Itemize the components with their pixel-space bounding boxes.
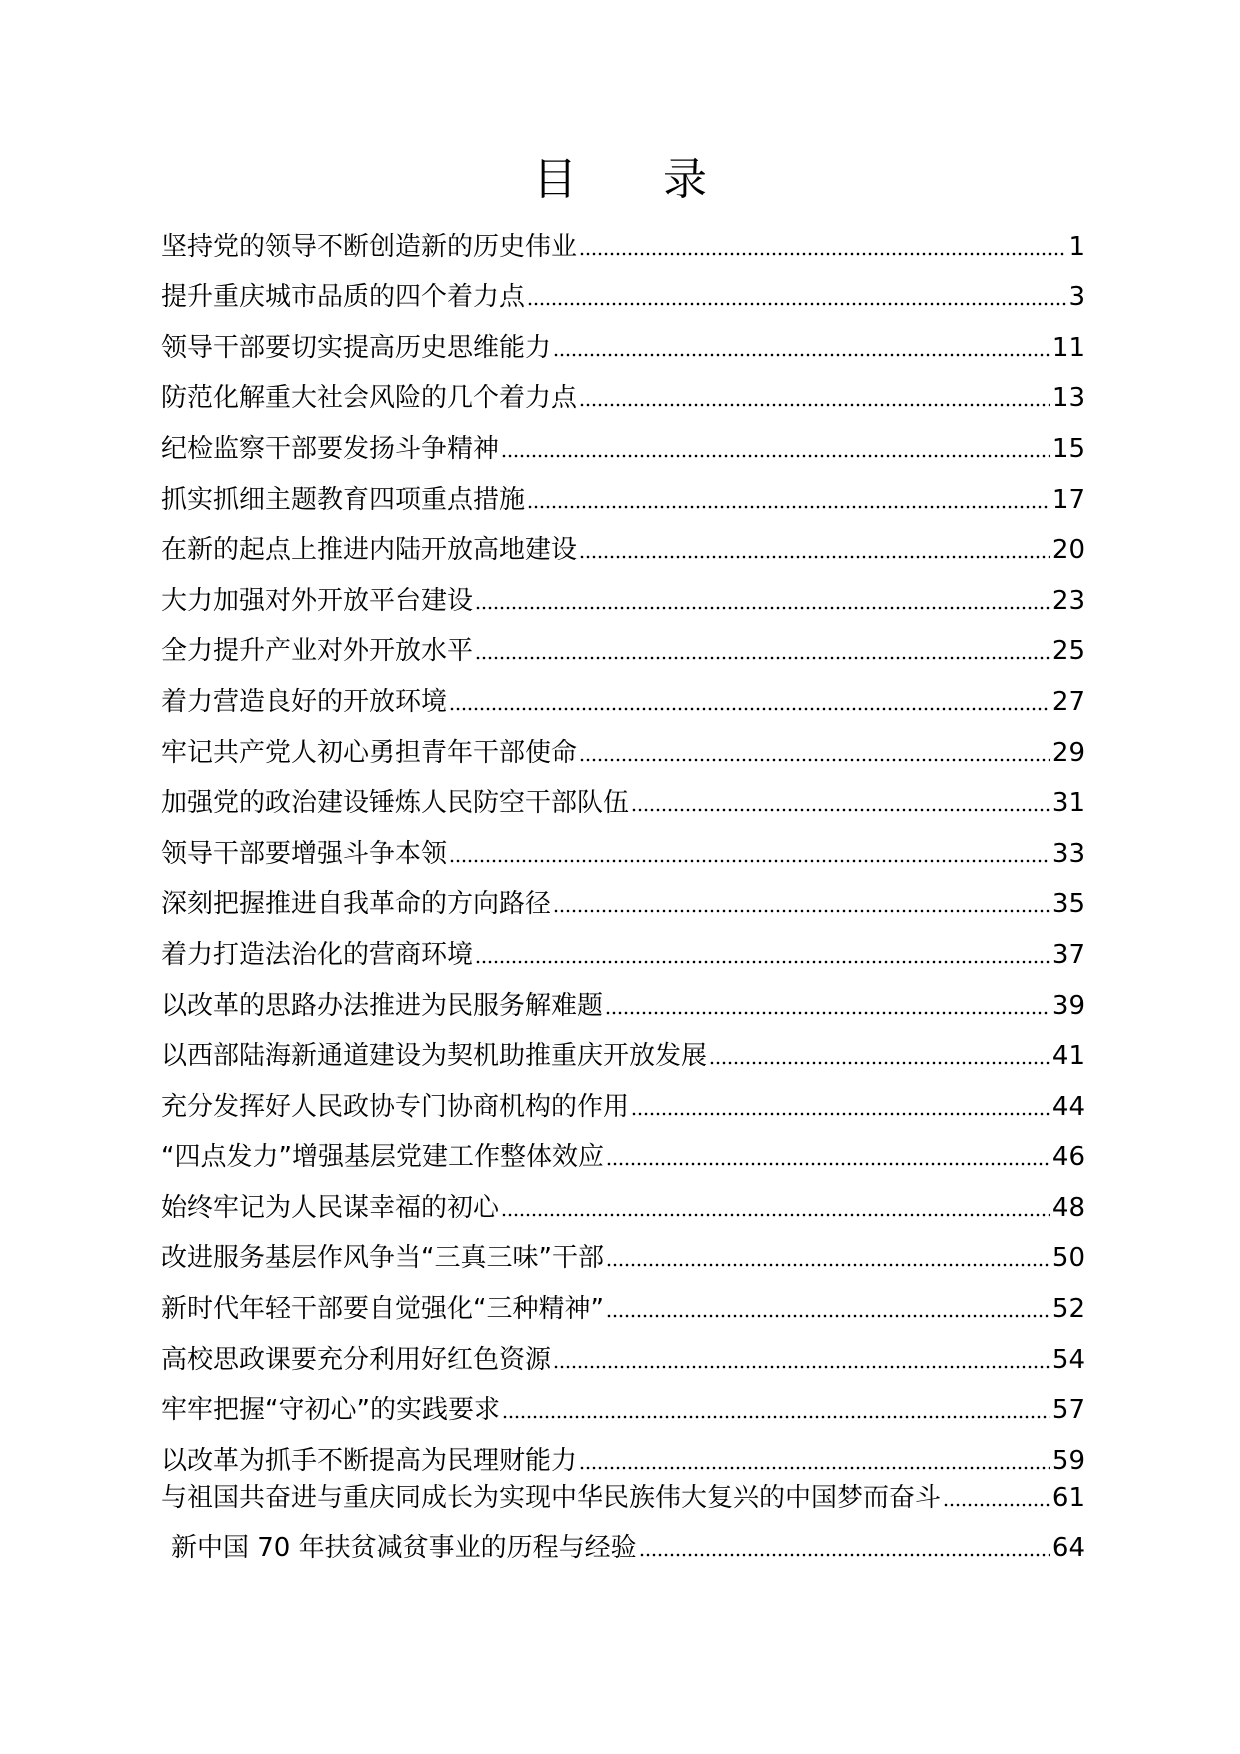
toc-dot-leader — [606, 1254, 1050, 1268]
toc-entry-page: 17 — [1050, 480, 1085, 520]
toc-dot-leader — [631, 799, 1050, 813]
toc-dot-leader — [579, 1457, 1050, 1471]
toc-entry-title: 全力提升产业对外开放水平 — [161, 631, 475, 671]
toc-entry-title: 纪检监察干部要发扬斗争精神 — [161, 429, 501, 469]
toc-dot-leader — [579, 243, 1066, 257]
toc-entry-page: 39 — [1050, 986, 1085, 1026]
toc-dot-leader — [709, 1052, 1050, 1066]
toc-entry-title: 始终牢记为人民谋幸福的初心 — [161, 1188, 501, 1228]
toc-entry[interactable] — [161, 1430, 1085, 1481]
toc-dot-leader — [553, 900, 1050, 914]
toc-entry-page: 59 — [1050, 1441, 1085, 1481]
toc-entry[interactable] — [161, 520, 1085, 571]
toc-dot-leader — [553, 1356, 1050, 1370]
toc-entry-title: 以改革为抓手不断提高为民理财能力 — [161, 1441, 579, 1481]
toc-entry-title: 大力加强对外开放平台建设 — [161, 581, 475, 621]
toc-entry-title: 牢记共产党人初心勇担青年干部使命 — [161, 733, 579, 773]
toc-dot-leader — [943, 1494, 1050, 1508]
toc-entry-page: 31 — [1050, 783, 1085, 823]
toc-entry-page: 35 — [1050, 884, 1085, 924]
toc-entry-title: 牢牢把握“守初心”的实践要求 — [161, 1390, 502, 1430]
toc-entry[interactable] — [161, 1481, 1085, 1518]
toc-dot-leader — [501, 445, 1050, 459]
toc-entry-title: 改进服务基层作风争当“三真三味”干部 — [161, 1238, 606, 1278]
toc-entry-page: 64 — [1050, 1528, 1085, 1568]
toc-entry-title: 防范化解重大社会风险的几个着力点 — [161, 378, 579, 418]
toc-entry-page: 57 — [1050, 1390, 1085, 1430]
toc-entry-title: 与祖国共奋进与重庆同成长为实现中华民族伟大复兴的中国梦而奋斗 — [161, 1481, 943, 1518]
toc-entry-page: 3 — [1066, 277, 1085, 317]
toc-entry-title: 坚持党的领导不断创造新的历史伟业 — [161, 227, 579, 267]
toc-entry[interactable] — [161, 267, 1085, 318]
toc-entry-title: 加强党的政治建设锤炼人民防空干部队伍 — [161, 783, 631, 823]
toc-entry[interactable] — [161, 1177, 1085, 1228]
toc-entry-title: 在新的起点上推进内陆开放高地建设 — [161, 530, 579, 570]
toc-entry[interactable] — [161, 621, 1085, 672]
toc-dot-leader — [449, 850, 1050, 864]
table-of-contents — [161, 216, 1085, 1568]
toc-dot-leader — [475, 647, 1050, 661]
toc-dot-leader — [475, 597, 1050, 611]
toc-dot-leader — [527, 496, 1050, 510]
toc-entry-page: 29 — [1050, 733, 1085, 773]
toc-entry[interactable] — [161, 368, 1085, 419]
toc-entry-page: 27 — [1050, 682, 1085, 722]
toc-entry-title: 以西部陆海新通道建设为契机助推重庆开放发展 — [161, 1036, 709, 1076]
toc-entry-page: 1 — [1066, 227, 1085, 267]
toc-entry[interactable] — [161, 1026, 1085, 1077]
toc-entry-title: 高校思政课要充分利用好红色资源 — [161, 1340, 553, 1380]
toc-entry-page: 25 — [1050, 631, 1085, 671]
toc-entry[interactable] — [161, 1076, 1085, 1127]
toc-dot-leader — [579, 749, 1050, 763]
toc-dot-leader — [605, 1002, 1050, 1016]
toc-dot-leader — [579, 394, 1050, 408]
toc-dot-leader — [502, 1406, 1050, 1420]
toc-dot-leader — [553, 344, 1050, 358]
toc-entry-title: 充分发挥好人民政协专门协商机构的作用 — [161, 1087, 631, 1127]
toc-entry-title: 领导干部要切实提高历史思维能力 — [161, 328, 553, 368]
toc-dot-leader — [579, 546, 1050, 560]
toc-entry[interactable] — [161, 1380, 1085, 1431]
toc-entry-page: 44 — [1050, 1087, 1085, 1127]
toc-entry[interactable] — [161, 773, 1085, 824]
toc-entry[interactable] — [161, 469, 1085, 520]
page-title: 目 录 — [533, 154, 743, 205]
toc-entry-title: 新时代年轻干部要自觉强化“三种精神” — [161, 1289, 606, 1329]
toc-entry-page: 54 — [1050, 1340, 1085, 1380]
toc-entry[interactable] — [161, 570, 1085, 621]
toc-entry-page: 20 — [1050, 530, 1085, 570]
toc-entry[interactable] — [161, 1127, 1085, 1178]
toc-entry-page: 11 — [1050, 328, 1085, 368]
toc-entry-title: 着力营造良好的开放环境 — [161, 682, 449, 722]
toc-entry-page: 23 — [1050, 581, 1085, 621]
toc-entry-title: 提升重庆城市品质的四个着力点 — [161, 277, 527, 317]
toc-entry[interactable] — [161, 924, 1085, 975]
toc-dot-leader — [501, 1204, 1050, 1218]
toc-dot-leader — [606, 1305, 1050, 1319]
toc-entry-title: 抓实抓细主题教育四项重点措施 — [161, 480, 527, 520]
toc-dot-leader — [449, 698, 1050, 712]
toc-entry-title: 着力打造法治化的营商环境 — [161, 935, 475, 975]
toc-entry[interactable] — [161, 975, 1085, 1026]
toc-entry-page: 50 — [1050, 1238, 1085, 1278]
toc-entry[interactable] — [161, 874, 1085, 925]
toc-entry-page: 41 — [1050, 1036, 1085, 1076]
toc-entry[interactable] — [161, 1228, 1085, 1279]
toc-entry[interactable] — [161, 1329, 1085, 1380]
toc-entry-title: 以改革的思路办法推进为民服务解难题 — [161, 986, 605, 1026]
toc-entry[interactable] — [161, 216, 1085, 267]
toc-entry-page: 37 — [1050, 935, 1085, 975]
toc-dot-leader — [631, 1103, 1050, 1117]
toc-entry-page: 13 — [1050, 378, 1085, 418]
toc-entry-title: 领导干部要增强斗争本领 — [161, 834, 449, 874]
toc-entry-page: 52 — [1050, 1289, 1085, 1329]
toc-entry-title: 新中国 70 年扶贫减贫事业的历程与经验 — [161, 1528, 639, 1568]
toc-entry-page: 33 — [1050, 834, 1085, 874]
toc-dot-leader — [639, 1544, 1050, 1558]
toc-entry-page: 15 — [1050, 429, 1085, 469]
toc-entry-page: 46 — [1050, 1137, 1085, 1177]
toc-entry[interactable] — [161, 823, 1085, 874]
toc-entry-title: “四点发力”增强基层党建工作整体效应 — [161, 1137, 606, 1177]
toc-entry[interactable] — [161, 418, 1085, 469]
toc-dot-leader — [475, 951, 1050, 965]
toc-entry-title: 深刻把握推进自我革命的方向路径 — [161, 884, 553, 924]
toc-entry-page: 48 — [1050, 1188, 1085, 1228]
toc-entry[interactable] — [161, 317, 1085, 368]
toc-dot-leader — [606, 1153, 1050, 1167]
toc-entry-page: 61 — [1050, 1481, 1085, 1518]
toc-entry[interactable] — [161, 1518, 1085, 1569]
toc-entry[interactable] — [161, 722, 1085, 773]
toc-entry[interactable] — [161, 1278, 1085, 1329]
toc-dot-leader — [527, 293, 1066, 307]
toc-entry[interactable] — [161, 671, 1085, 722]
